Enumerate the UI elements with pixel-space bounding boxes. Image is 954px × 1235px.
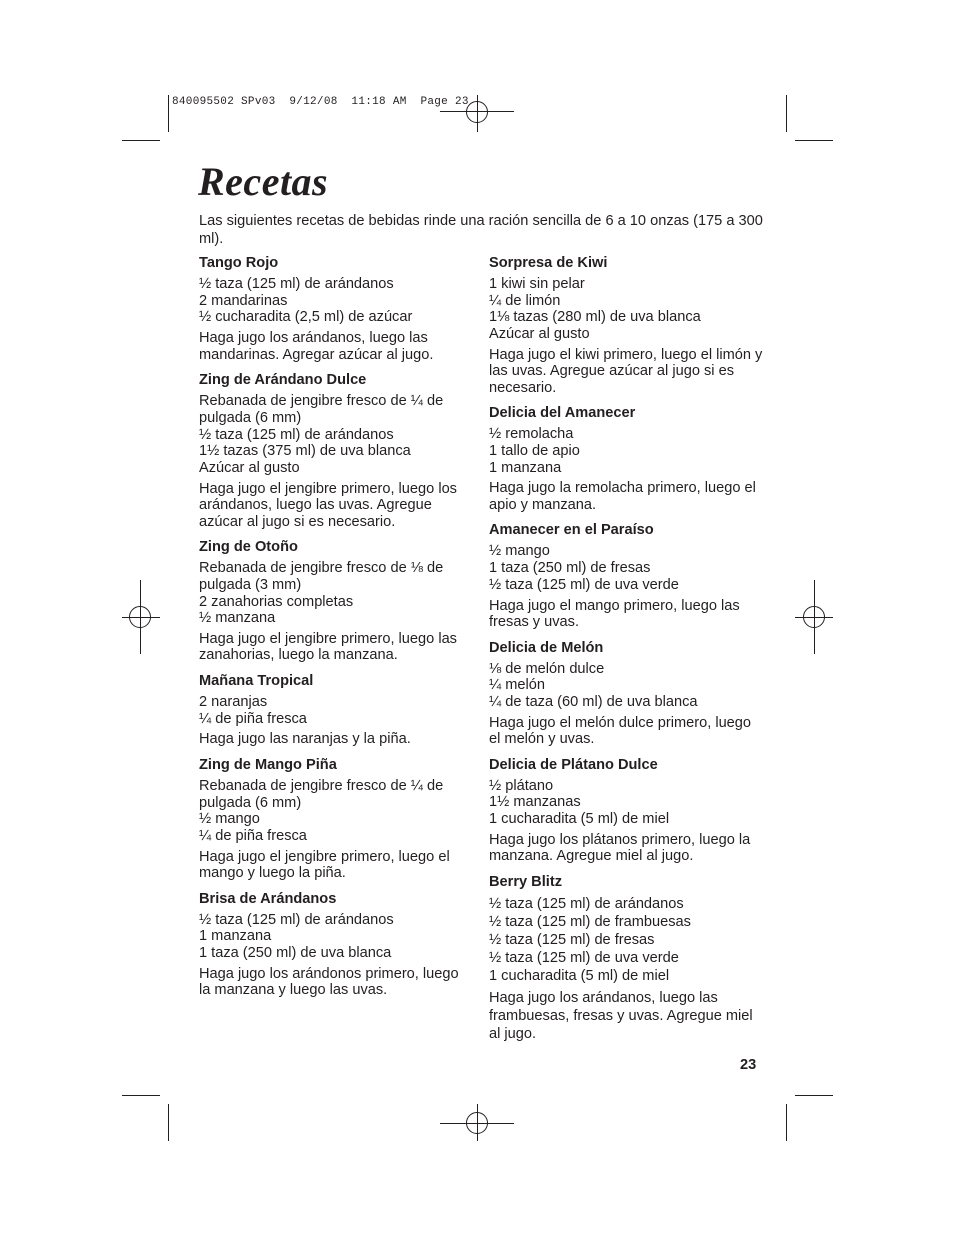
recipe-instructions: Haga jugo el jengibre primero, luego el mango y luego la piña. xyxy=(199,848,450,882)
ingredient: 1⅛ tazas (280 ml) de uva blanca xyxy=(489,309,701,326)
recipe-instructions: Haga jugo el jengibre primero, luego las zanahorias, luego la manzana. xyxy=(199,630,457,664)
ingredient: 2 naranjas xyxy=(199,693,268,710)
recipe-title: Sorpresa de Kiwi xyxy=(489,255,608,271)
ingredient-list xyxy=(489,895,764,985)
ingredient: 2 zanahorias completas xyxy=(199,593,354,610)
ingredient: 1 cucharadita (5 ml) de miel xyxy=(489,967,670,984)
ingredient: Azúcar al gusto xyxy=(489,326,590,343)
print-slug: 840095502 SPv03 9/12/08 11:18 AM Page 23 xyxy=(172,96,469,108)
recipe-instructions: Haga jugo los arándonos primero, luego la manzana y luego las uvas. xyxy=(199,965,459,999)
ingredient: ¼ de taza (60 ml) de uva blanca xyxy=(489,693,698,710)
recipe-instructions: Haga jugo los arándanos, luego las mandarinas. Agregar azúcar al jugo. xyxy=(199,330,434,363)
ingredient-list xyxy=(199,778,474,845)
ingredient: ¼ de piña fresca xyxy=(199,710,307,727)
ingredient: 1½ manzanas xyxy=(489,794,581,811)
recipe-sorpresa-de-kiwi xyxy=(489,255,764,396)
recipe-instructions: Haga jugo los plátanos primero, luego la manzana. Agregue miel al jugo. xyxy=(489,831,751,865)
ingredient-list xyxy=(199,276,474,326)
ingredient: ½ taza (125 ml) de arándanos xyxy=(489,895,684,912)
ingredient: ½ taza (125 ml) de frambuesas xyxy=(489,913,691,930)
ingredient: 1 kiwi sin pelar xyxy=(489,276,585,292)
ingredient: 1 cucharadita (5 ml) de miel xyxy=(489,811,670,828)
ingredient: 1 taza (250 ml) de uva blanca xyxy=(199,945,392,962)
recipe-delicia-de-melon xyxy=(489,640,764,748)
recipe-title: Mañana Tropical xyxy=(199,672,314,689)
ingredient-list xyxy=(199,560,474,627)
intro-paragraph: Las siguientes recetas de bebidas rinde una ración sencilla de 6 a 10 onzas (175 a 300 ml). xyxy=(199,213,763,247)
recipe-title: Zing de Otoño xyxy=(199,539,298,556)
ingredient: Rebanada de jengibre fresco de ⅛ de pulgada (3 mm) xyxy=(199,560,444,593)
ingredient: 1 taza (250 ml) de fresas xyxy=(489,560,651,577)
recipe-zing-de-mango-pina xyxy=(199,757,474,882)
ingredient: ½ remolacha xyxy=(489,426,574,443)
recipe-delicia-de-platano-dulce xyxy=(489,757,764,865)
ingredient: ½ taza (125 ml) de uva verde xyxy=(489,949,679,966)
ingredient: ½ manzana xyxy=(199,610,276,627)
recipe-zing-de-arandano-dulce xyxy=(199,372,474,530)
recipe-title: Delicia de Melón xyxy=(489,639,604,656)
right-recipe-column xyxy=(489,255,764,1043)
recipe-title: Berry Blitz xyxy=(489,873,562,890)
recipe-title: Delicia de Plátano Dulce xyxy=(489,756,658,773)
recipe-instructions: Haga jugo las naranjas y la piña. xyxy=(199,731,411,748)
recipe-title: Amanecer en el Paraíso xyxy=(489,522,654,539)
ingredient: ½ plátano xyxy=(489,777,554,794)
ingredient: Rebanada de jengibre fresco de ¼ de pulgada (6 mm) xyxy=(199,777,444,811)
recipe-title: Zing de Arándano Dulce xyxy=(199,372,367,389)
ingredient-list xyxy=(199,912,474,962)
ingredient-list xyxy=(489,778,764,828)
ingredient: ¼ de limón xyxy=(489,292,561,309)
recipe-berry-blitz xyxy=(489,874,764,1043)
recipe-instructions: Haga jugo el jengibre primero, luego los arándanos, luego las uvas. Agregue azúcar al jugo si es necesario. xyxy=(199,480,457,530)
ingredient: ½ mango xyxy=(199,811,260,828)
ingredient: ½ taza (125 ml) de fresas xyxy=(489,931,655,948)
ingredient-list xyxy=(489,276,764,343)
ingredient: ½ taza (125 ml) de arándanos xyxy=(199,426,394,443)
ingredient: ½ cucharadita (2,5 ml) de azúcar xyxy=(199,309,413,326)
ingredient: 1½ tazas (375 ml) de uva blanca xyxy=(199,443,411,460)
recipe-title: Tango Rojo xyxy=(199,255,279,271)
recipe-title: Brisa de Arándanos xyxy=(199,890,337,907)
ingredient: ½ mango xyxy=(489,543,550,560)
recipe-instructions: Haga jugo la remolacha primero, luego el apio y manzana. xyxy=(489,480,756,513)
ingredient-list xyxy=(489,543,764,593)
ingredient: ⅛ de melón dulce xyxy=(489,660,605,677)
ingredient: ½ taza (125 ml) de arándanos xyxy=(199,276,394,292)
recipe-title: Delicia del Amanecer xyxy=(489,405,636,422)
recipe-instructions: Haga jugo los arándanos, luego las frambuesas, fresas y uvas. Agregue miel al jugo. xyxy=(489,989,753,1042)
ingredient: 1 manzana xyxy=(199,928,272,945)
ingredient: Azúcar al gusto xyxy=(199,459,300,476)
ingredient-list xyxy=(199,393,474,477)
ingredient: 2 mandarinas xyxy=(199,292,288,309)
recipe-delicia-del-amanecer xyxy=(489,405,764,513)
ingredient: 1 manzana xyxy=(489,459,562,476)
recipe-instructions: Haga jugo el mango primero, luego las fresas y uvas. xyxy=(489,597,740,631)
recipe-tango-rojo xyxy=(199,255,474,363)
ingredient: ¼ melón xyxy=(489,677,545,694)
ingredient: Rebanada de jengibre fresco de ¼ de pulgada (6 mm) xyxy=(199,393,444,426)
ingredient: ½ taza (125 ml) de arándanos xyxy=(199,911,394,928)
ingredient: ½ taza (125 ml) de uva verde xyxy=(489,576,679,593)
recipe-manana-tropical xyxy=(199,673,474,748)
ingredient-list xyxy=(489,661,764,711)
recipe-brisa-de-arandanos xyxy=(199,891,474,999)
ingredient: ¼ de piña fresca xyxy=(199,827,307,844)
page-title: Recetas xyxy=(198,159,329,204)
recipe-instructions: Haga jugo el melón dulce primero, luego el melón y uvas. xyxy=(489,714,752,748)
recipe-title: Zing de Mango Piña xyxy=(199,756,337,773)
ingredient-list xyxy=(489,426,764,476)
recipe-zing-de-otono xyxy=(199,539,474,664)
left-recipe-column xyxy=(199,255,474,999)
recipe-instructions: Haga jugo el kiwi primero, luego el limón y las uvas. Agregue azúcar al jugo si es necesario. xyxy=(489,346,763,396)
page-number: 23 xyxy=(740,1057,757,1073)
ingredient-list xyxy=(199,694,474,727)
ingredient: 1 tallo de apio xyxy=(489,443,580,460)
recipe-amanecer-en-el-paraiso xyxy=(489,522,764,630)
